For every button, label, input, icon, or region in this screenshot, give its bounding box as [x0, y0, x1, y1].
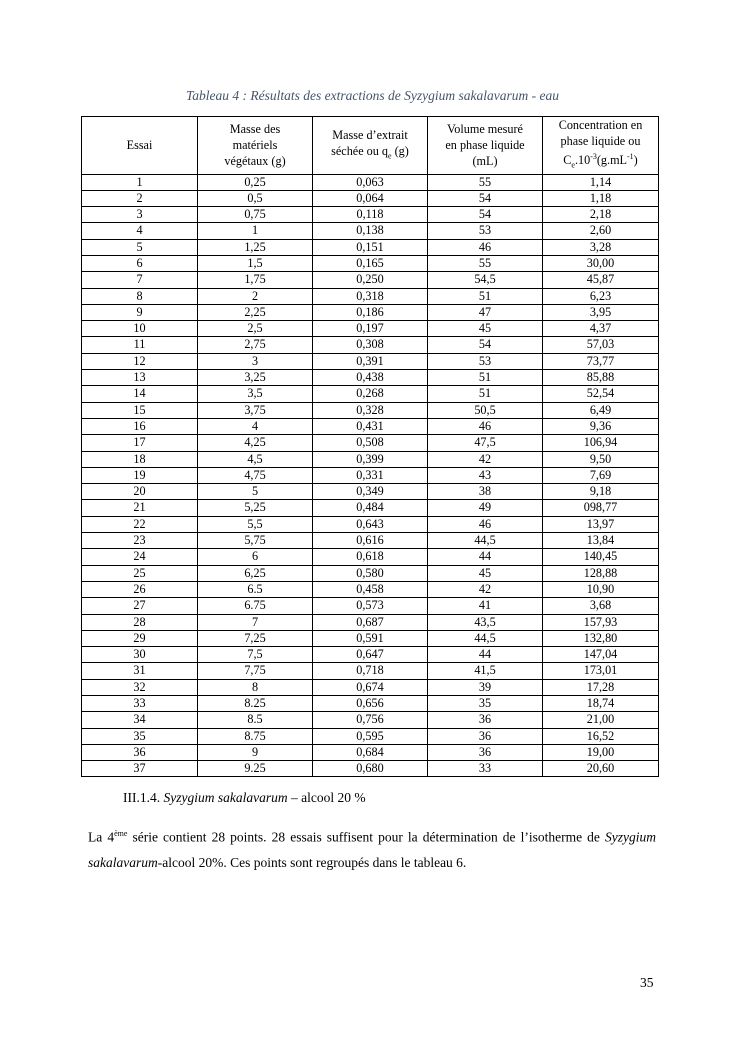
cell-essai: 27	[82, 598, 198, 614]
cell-concentration: 173,01	[543, 663, 659, 679]
cell-concentration: 6,49	[543, 402, 659, 418]
cell-masse-extrait: 0,573	[313, 598, 428, 614]
table-row	[82, 484, 659, 500]
cell-masse-extrait: 0,308	[313, 337, 428, 353]
section-heading: III.1.4. Syzygium sakalavarum – alcool 20 %	[123, 790, 366, 805]
table-row	[82, 370, 659, 386]
results-table	[81, 116, 659, 777]
cell-volume: 36	[428, 712, 543, 728]
cell-masse-extrait: 0,643	[313, 516, 428, 532]
cell-volume: 55	[428, 174, 543, 190]
cell-masse-materiels: 5,75	[198, 533, 313, 549]
table-row	[82, 402, 659, 418]
cell-volume: 54	[428, 337, 543, 353]
cell-masse-extrait: 0,431	[313, 418, 428, 434]
cell-masse-materiels: 3,75	[198, 402, 313, 418]
cell-volume: 47	[428, 304, 543, 320]
cell-concentration: 45,87	[543, 272, 659, 288]
table-body	[82, 174, 659, 777]
cell-masse-extrait: 0,197	[313, 321, 428, 337]
cell-masse-materiels: 6,25	[198, 565, 313, 581]
cell-masse-extrait: 0,118	[313, 207, 428, 223]
cell-masse-extrait: 0,138	[313, 223, 428, 239]
cell-volume: 36	[428, 744, 543, 760]
cell-essai: 24	[82, 549, 198, 565]
cell-concentration: 2,60	[543, 223, 659, 239]
header-concentration: Concentration en phase liquide ou $C_e.10^{-3}(g.mL^{-1})$	[543, 117, 659, 175]
cell-essai: 4	[82, 223, 198, 239]
cell-concentration: 16,52	[543, 728, 659, 744]
cell-essai: 32	[82, 679, 198, 695]
cell-volume: 44,5	[428, 630, 543, 646]
cell-masse-materiels: 6.75	[198, 598, 313, 614]
cell-concentration: 3,28	[543, 239, 659, 255]
cell-essai: 34	[82, 712, 198, 728]
cell-masse-materiels: 6	[198, 549, 313, 565]
cell-masse-materiels: 0,25	[198, 174, 313, 190]
cell-essai: 25	[82, 565, 198, 581]
table-row	[82, 565, 659, 581]
cell-masse-extrait: 0,186	[313, 304, 428, 320]
cell-masse-materiels: 8.25	[198, 696, 313, 712]
cell-masse-materiels: 4,5	[198, 451, 313, 467]
cell-essai: 16	[82, 418, 198, 434]
cell-volume: 49	[428, 500, 543, 516]
cell-masse-materiels: 5	[198, 484, 313, 500]
table-row	[82, 288, 659, 304]
cell-masse-extrait: 0,484	[313, 500, 428, 516]
cell-masse-materiels: 5,5	[198, 516, 313, 532]
cell-masse-extrait: 0,647	[313, 647, 428, 663]
cell-masse-materiels: 2,5	[198, 321, 313, 337]
cell-concentration: 30,00	[543, 255, 659, 271]
cell-volume: 46	[428, 239, 543, 255]
table-row	[82, 272, 659, 288]
cell-concentration: 2,18	[543, 207, 659, 223]
cell-volume: 45	[428, 321, 543, 337]
table-row	[82, 418, 659, 434]
cell-essai: 7	[82, 272, 198, 288]
cell-concentration: 20,60	[543, 761, 659, 777]
cell-masse-extrait: 0,063	[313, 174, 428, 190]
cell-essai: 33	[82, 696, 198, 712]
cell-essai: 9	[82, 304, 198, 320]
cell-masse-extrait: 0,328	[313, 402, 428, 418]
table-row	[82, 712, 659, 728]
cell-masse-extrait: 0,756	[313, 712, 428, 728]
table-row	[82, 435, 659, 451]
page-number: 35	[640, 975, 654, 990]
cell-essai: 37	[82, 761, 198, 777]
cell-masse-materiels: 6.5	[198, 581, 313, 597]
cell-volume: 44,5	[428, 533, 543, 549]
table-row	[82, 223, 659, 239]
cell-masse-materiels: 8	[198, 679, 313, 695]
cell-concentration: 3,68	[543, 598, 659, 614]
cell-concentration: 098,77	[543, 500, 659, 516]
cell-concentration: 13,84	[543, 533, 659, 549]
cell-concentration: 19,00	[543, 744, 659, 760]
cell-concentration: 18,74	[543, 696, 659, 712]
cell-masse-materiels: 4,75	[198, 467, 313, 483]
cell-volume: 51	[428, 370, 543, 386]
cell-volume: 44	[428, 647, 543, 663]
table-row	[82, 679, 659, 695]
cell-masse-extrait: 0,684	[313, 744, 428, 760]
table-row	[82, 663, 659, 679]
cell-masse-materiels: 2,75	[198, 337, 313, 353]
cell-essai: 19	[82, 467, 198, 483]
cell-concentration: 57,03	[543, 337, 659, 353]
cell-essai: 29	[82, 630, 198, 646]
cell-essai: 26	[82, 581, 198, 597]
cell-volume: 51	[428, 386, 543, 402]
cell-masse-extrait: 0,680	[313, 761, 428, 777]
table-row	[82, 533, 659, 549]
cell-masse-materiels: 8.5	[198, 712, 313, 728]
cell-volume: 46	[428, 418, 543, 434]
table-row	[82, 467, 659, 483]
table-row	[82, 500, 659, 516]
cell-masse-materiels: 7	[198, 614, 313, 630]
cell-essai: 17	[82, 435, 198, 451]
table-row	[82, 304, 659, 320]
cell-masse-materiels: 3,5	[198, 386, 313, 402]
cell-masse-materiels: 1,25	[198, 239, 313, 255]
cell-masse-materiels: 1,5	[198, 255, 313, 271]
table-row	[82, 386, 659, 402]
table-row	[82, 337, 659, 353]
table-row	[82, 190, 659, 206]
cell-volume: 51	[428, 288, 543, 304]
body-paragraph: La 4ème série contient 28 points. 28 essais suffisent pour la détermination de l’isotherme de Syzygium sakalavarum-alcool 20%. Ces points sont regroupés dans le tableau 6.	[88, 829, 656, 870]
table-row	[82, 598, 659, 614]
table-header-row	[82, 117, 659, 175]
cell-masse-materiels: 7,75	[198, 663, 313, 679]
cell-volume: 54	[428, 190, 543, 206]
cell-masse-materiels: 3	[198, 353, 313, 369]
cell-masse-materiels: 3,25	[198, 370, 313, 386]
cell-masse-extrait: 0,458	[313, 581, 428, 597]
cell-essai: 22	[82, 516, 198, 532]
table-row	[82, 207, 659, 223]
table-row	[82, 353, 659, 369]
table-row	[82, 744, 659, 760]
cell-concentration: 73,77	[543, 353, 659, 369]
cell-essai: 13	[82, 370, 198, 386]
cell-masse-materiels: 5,25	[198, 500, 313, 516]
cell-masse-extrait: 0,268	[313, 386, 428, 402]
cell-essai: 28	[82, 614, 198, 630]
cell-volume: 54,5	[428, 272, 543, 288]
cell-masse-extrait: 0,580	[313, 565, 428, 581]
cell-volume: 53	[428, 353, 543, 369]
cell-volume: 43	[428, 467, 543, 483]
cell-concentration: 147,04	[543, 647, 659, 663]
cell-essai: 21	[82, 500, 198, 516]
cell-essai: 2	[82, 190, 198, 206]
header-essai: Essai	[82, 117, 198, 175]
cell-masse-extrait: 0,151	[313, 239, 428, 255]
cell-concentration: 9,18	[543, 484, 659, 500]
table-row	[82, 321, 659, 337]
cell-masse-extrait: 0,616	[313, 533, 428, 549]
table-row	[82, 630, 659, 646]
table-row	[82, 451, 659, 467]
table-row	[82, 255, 659, 271]
cell-concentration: 128,88	[543, 565, 659, 581]
cell-volume: 45	[428, 565, 543, 581]
table-row	[82, 647, 659, 663]
cell-essai: 12	[82, 353, 198, 369]
table-row	[82, 174, 659, 190]
cell-concentration: 21,00	[543, 712, 659, 728]
cell-volume: 54	[428, 207, 543, 223]
cell-concentration: 1,18	[543, 190, 659, 206]
cell-essai: 8	[82, 288, 198, 304]
cell-masse-extrait: 0,349	[313, 484, 428, 500]
cell-concentration: 132,80	[543, 630, 659, 646]
cell-concentration: 1,14	[543, 174, 659, 190]
cell-masse-materiels: 7,25	[198, 630, 313, 646]
cell-volume: 41,5	[428, 663, 543, 679]
cell-masse-extrait: 0,718	[313, 663, 428, 679]
cell-masse-extrait: 0,595	[313, 728, 428, 744]
cell-masse-extrait: 0,318	[313, 288, 428, 304]
cell-volume: 33	[428, 761, 543, 777]
cell-masse-extrait: 0,591	[313, 630, 428, 646]
cell-concentration: 7,69	[543, 467, 659, 483]
cell-essai: 31	[82, 663, 198, 679]
cell-masse-extrait: 0,064	[313, 190, 428, 206]
cell-masse-extrait: 0,165	[313, 255, 428, 271]
table-row	[82, 728, 659, 744]
cell-volume: 38	[428, 484, 543, 500]
cell-essai: 36	[82, 744, 198, 760]
cell-masse-extrait: 0,618	[313, 549, 428, 565]
cell-masse-extrait: 0,391	[313, 353, 428, 369]
cell-volume: 50,5	[428, 402, 543, 418]
cell-essai: 1	[82, 174, 198, 190]
cell-volume: 35	[428, 696, 543, 712]
cell-masse-materiels: 8.75	[198, 728, 313, 744]
cell-volume: 36	[428, 728, 543, 744]
cell-volume: 43,5	[428, 614, 543, 630]
cell-masse-materiels: 1	[198, 223, 313, 239]
cell-masse-materiels: 4,25	[198, 435, 313, 451]
table-row	[82, 581, 659, 597]
cell-concentration: 9,50	[543, 451, 659, 467]
cell-volume: 47,5	[428, 435, 543, 451]
cell-concentration: 9,36	[543, 418, 659, 434]
cell-masse-extrait: 0,687	[313, 614, 428, 630]
cell-essai: 10	[82, 321, 198, 337]
cell-concentration: 52,54	[543, 386, 659, 402]
cell-concentration: 3,95	[543, 304, 659, 320]
cell-masse-materiels: 4	[198, 418, 313, 434]
cell-volume: 39	[428, 679, 543, 695]
cell-essai: 35	[82, 728, 198, 744]
cell-essai: 5	[82, 239, 198, 255]
cell-volume: 42	[428, 451, 543, 467]
table-row	[82, 516, 659, 532]
cell-masse-extrait: 0,674	[313, 679, 428, 695]
cell-masse-extrait: 0,250	[313, 272, 428, 288]
cell-concentration: 4,37	[543, 321, 659, 337]
header-masse-materiels: Masse des matériels végétaux (g)	[198, 117, 313, 175]
cell-essai: 30	[82, 647, 198, 663]
cell-masse-materiels: 2	[198, 288, 313, 304]
cell-volume: 42	[428, 581, 543, 597]
cell-essai: 3	[82, 207, 198, 223]
cell-volume: 55	[428, 255, 543, 271]
cell-essai: 20	[82, 484, 198, 500]
cell-essai: 6	[82, 255, 198, 271]
cell-essai: 23	[82, 533, 198, 549]
cell-masse-extrait: 0,331	[313, 467, 428, 483]
table-row	[82, 549, 659, 565]
header-volume: Volume mesuré en phase liquide (mL)	[428, 117, 543, 175]
cell-masse-extrait: 0,508	[313, 435, 428, 451]
table-row	[82, 239, 659, 255]
cell-masse-materiels: 0,75	[198, 207, 313, 223]
cell-concentration: 140,45	[543, 549, 659, 565]
cell-masse-extrait: 0,399	[313, 451, 428, 467]
table-row	[82, 614, 659, 630]
cell-essai: 18	[82, 451, 198, 467]
cell-masse-materiels: 1,75	[198, 272, 313, 288]
cell-masse-extrait: 0,438	[313, 370, 428, 386]
cell-volume: 53	[428, 223, 543, 239]
cell-concentration: 17,28	[543, 679, 659, 695]
cell-masse-materiels: 9.25	[198, 761, 313, 777]
cell-concentration: 106,94	[543, 435, 659, 451]
cell-masse-extrait: 0,656	[313, 696, 428, 712]
cell-volume: 41	[428, 598, 543, 614]
cell-essai: 15	[82, 402, 198, 418]
cell-concentration: 157,93	[543, 614, 659, 630]
cell-masse-materiels: 0,5	[198, 190, 313, 206]
cell-essai: 11	[82, 337, 198, 353]
cell-masse-materiels: 2,25	[198, 304, 313, 320]
cell-concentration: 10,90	[543, 581, 659, 597]
table-caption: Tableau 4 : Résultats des extractions de Syzygium sakalavarum - eau	[186, 88, 559, 103]
cell-masse-materiels: 9	[198, 744, 313, 760]
cell-concentration: 6,23	[543, 288, 659, 304]
table-row	[82, 696, 659, 712]
cell-concentration: 13,97	[543, 516, 659, 532]
header-masse-extrait: Masse d’extrait séchée ou $q_e$ (g)	[313, 117, 428, 175]
cell-volume: 44	[428, 549, 543, 565]
cell-masse-materiels: 7,5	[198, 647, 313, 663]
cell-volume: 46	[428, 516, 543, 532]
table-row	[82, 761, 659, 777]
cell-essai: 14	[82, 386, 198, 402]
cell-concentration: 85,88	[543, 370, 659, 386]
